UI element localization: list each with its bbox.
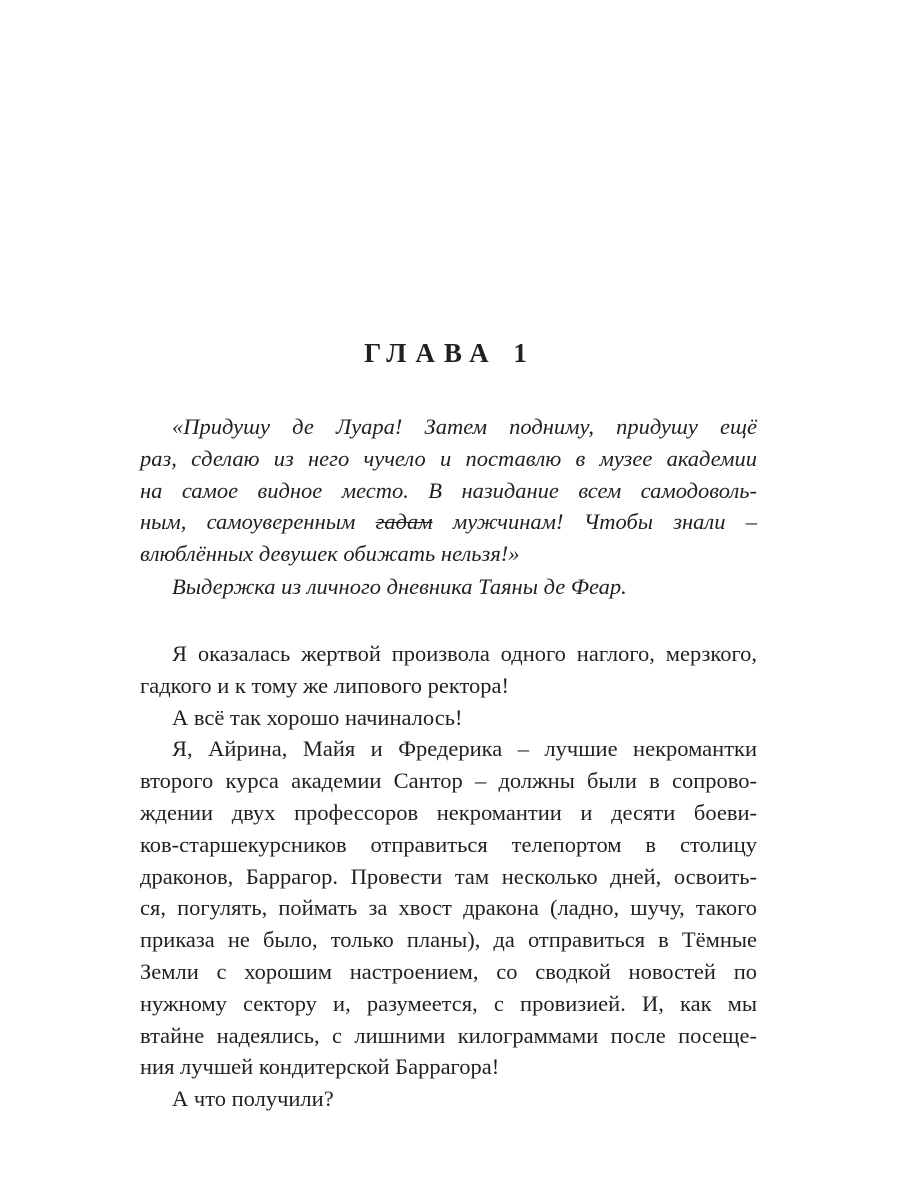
epigraph-line (140, 506, 757, 538)
epigraph-text: мужчинам! Чтобы знали – (432, 509, 757, 535)
chapter-title: ГЛАВА 1 (364, 338, 536, 368)
epigraph-line: влюблённых девушек обижать нельзя!» (140, 541, 520, 567)
body-line: Я, Айрина, Майя и Фредерика – лучшие некромантки (172, 736, 757, 762)
body-line: второго курса академии Сантор – должны были в сопрово- (140, 768, 757, 794)
body-line: драконов, Баррагор. Провести там несколько дней, освоить- (140, 863, 757, 889)
body-line: Я оказалась жертвой произвола одного наглого, мерзкого, (172, 641, 757, 666)
body-line: А всё так хорошо начиналось! (172, 704, 463, 730)
body-line: А что получили? (172, 1086, 334, 1112)
epigraph-line: «Придушу де Луара! Затем подниму, придушу ещё (172, 414, 757, 439)
body-line: нужному сектору и, разумеется, с провизией. И, как мы (140, 990, 757, 1016)
body-line: ся, погулять, поймать за хвост дракона (ладно, шучу, такого (140, 895, 757, 921)
epigraph-line: на самое видное место. В назидание всем самодоволь- (140, 477, 757, 503)
body-line: приказа не было, только планы), да отправиться в Тёмные (140, 927, 757, 953)
body-line: Земли с хорошим настроением, со сводкой новостей по (140, 958, 757, 984)
body-line: гадкого и к тому же липового ректора! (140, 672, 510, 698)
body-line: ния лучшей кондитерской Баррагора! (140, 1054, 500, 1080)
body-line: ков-старшекурсников отправиться телепортом в столицу (140, 831, 757, 857)
body-text (140, 638, 757, 1115)
epigraph-source: Выдержка из личного дневника Таяны де Феар. (172, 573, 627, 599)
epigraph-line: раз, сделаю из него чучело и поставлю в музее академии (140, 445, 757, 471)
body-line: втайне надеялись, с лишними килограммами после посеще- (140, 1022, 757, 1048)
struck-word: гадам (375, 509, 433, 535)
epigraph (140, 411, 757, 603)
body-line: ждении двух профессоров некромантии и десяти боеви- (140, 799, 757, 825)
epigraph-text: ным, самоуверенным (140, 509, 376, 535)
